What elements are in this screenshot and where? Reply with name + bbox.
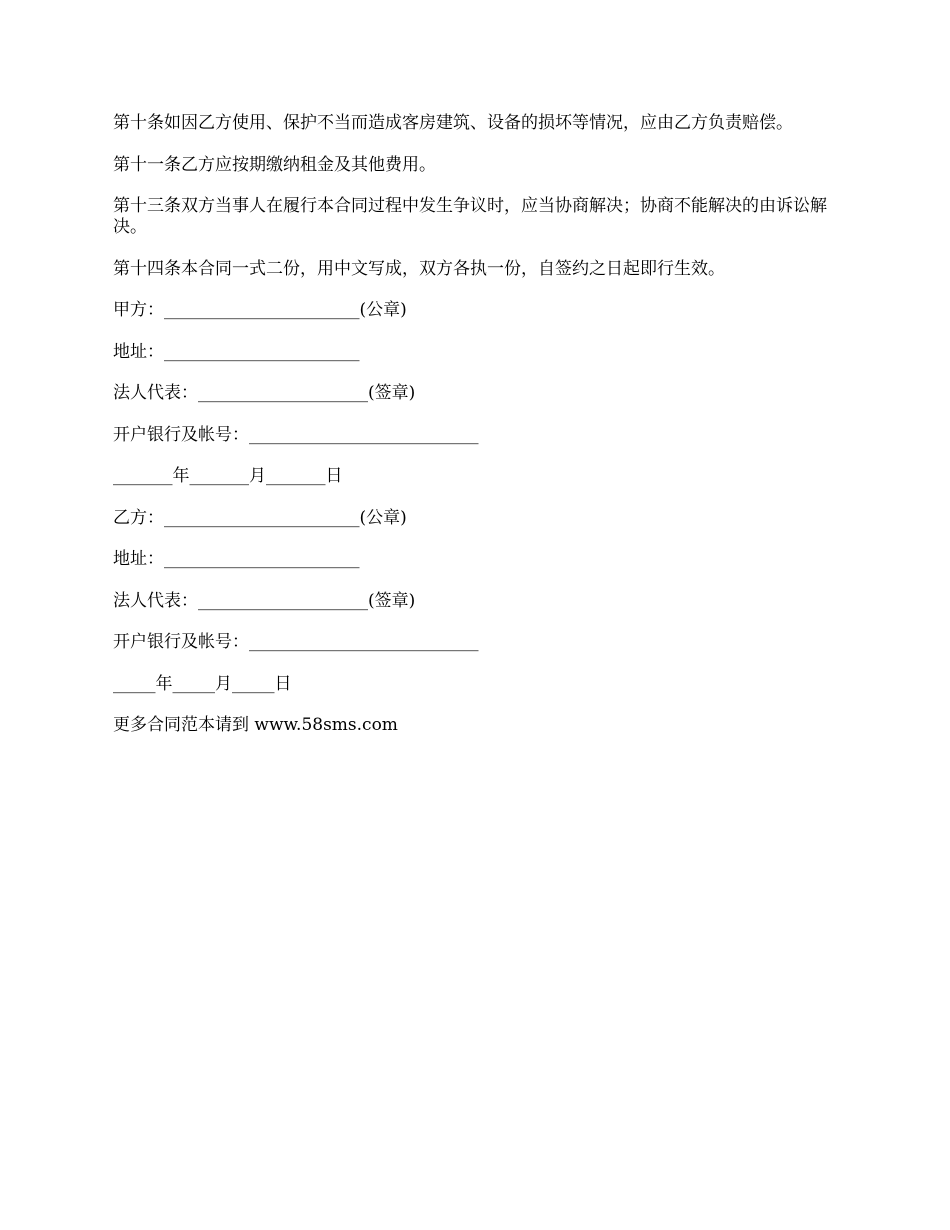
- party-a-address-line: 地址：_______________________: [113, 341, 360, 362]
- footer-note: 更多合同范本请到 www.58sms.com: [113, 715, 398, 735]
- clause-14: 第十四条本合同一式二份，用中文写成，双方各执一份，自签约之日起即行生效。: [113, 258, 725, 279]
- party-a-date-line: _______年_______月_______日: [113, 466, 343, 486]
- party-b-name-line: 乙方：_______________________(公章): [113, 507, 407, 528]
- party-b-bank-line: 开户银行及帐号：___________________________: [113, 632, 479, 652]
- party-a-bank-line: 开户银行及帐号：___________________________: [113, 424, 479, 445]
- clause-10: 第十条如因乙方使用、保护不当而造成客房建筑、设备的损坏等情况，应由乙方负责赔偿。: [113, 113, 793, 133]
- contract-body: [113, 113, 843, 736]
- party-a-legal-rep-line: 法人代表：____________________(签章): [113, 383, 416, 403]
- party-b-date-line: _____年_____月_____日: [113, 673, 292, 694]
- party-b-address-line: 地址：_______________________: [113, 549, 360, 569]
- clause-11: 第十一条乙方应按期缴纳租金及其他费用。: [113, 154, 436, 175]
- party-a-name-line: 甲方：_______________________(公章): [113, 300, 407, 320]
- party-b-legal-rep-line: 法人代表：____________________(签章): [113, 590, 416, 611]
- clause-13: 第十三条双方当事人在履行本合同过程中发生争议时，应当协商解决；协商不能解决的由诉讼解决。: [113, 196, 827, 237]
